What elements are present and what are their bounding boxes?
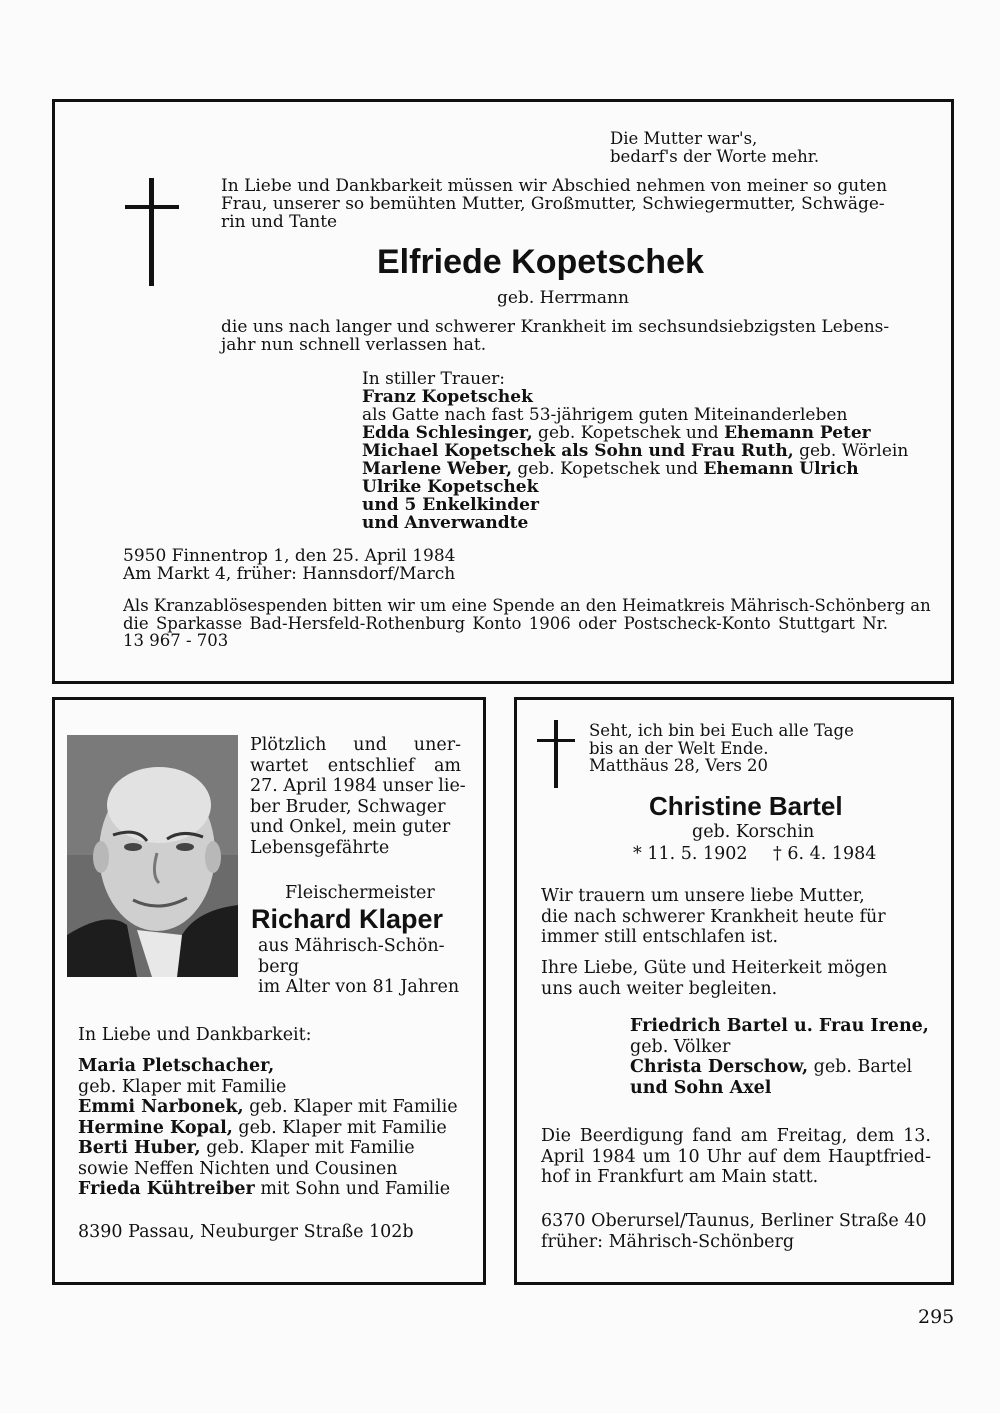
paragraph-1: Wir trauern um unsere liebe Mutter, die nach schwerer Krankheit heute für immer still entschlafen ist. [541, 886, 886, 947]
mourners [78, 1056, 458, 1200]
mourner-line: Emmi Narbonek, geb. Klaper mit Familie [78, 1097, 458, 1117]
notice-kopetschek [52, 99, 954, 684]
intro-text: Plötzlich und uner- wartet entschlief am 27. April 1984 unser lie- ber Bruder, Schwager und Onkel, mein guter Lebensgefährte [250, 735, 466, 858]
mourner-line: Michael Kopetschek als Sohn und Frau Ruth, geb. Wörlein [362, 441, 909, 461]
mourner-line: Frieda Kühtreiber mit Sohn und Familie [78, 1179, 451, 1199]
page-number: 295 [918, 1306, 955, 1328]
mourner-line: geb. Klaper mit Familie [78, 1076, 287, 1097]
cross-icon [537, 720, 575, 788]
mourner-line: Marlene Weber, geb. Kopetschek und Ehemann Ulrich [362, 459, 859, 479]
mourner-line: Berti Huber, geb. Klaper mit Familie [78, 1138, 415, 1158]
cross-icon [125, 178, 179, 286]
portrait-photo [67, 735, 238, 977]
mourner-line: Friedrich Bartel u. Frau Irene, [630, 1016, 929, 1036]
deceased-name: Richard Klaper [251, 904, 444, 934]
place-date: 5950 Finnentrop 1, den 25. April 1984 Am Markt 4, früher: Hannsdorf/March [123, 546, 456, 584]
mourner-line: und Sohn Axel [630, 1077, 772, 1098]
mourners [630, 1016, 929, 1098]
donation-note: Als Kranzablösespenden bitten wir um eine Spende an den Heimatkreis Mährisch-Schönberg an die Sparkasse Bad-Hersfeld-Rothenburg Konto 1906 oder Postscheck-Konto Stuttgart Nr. 13 967 - 703 [123, 596, 931, 650]
mourner-line: Hermine Kopal, geb. Klaper mit Familie [78, 1117, 447, 1138]
deceased-name: Elfriede Kopetschek [377, 243, 704, 281]
motto: Die Mutter war's, bedarf's der Worte mehr. [610, 129, 820, 166]
mourner-line: und 5 Enkelkinder [362, 495, 539, 515]
bible-verse: Seht, ich bin bei Euch alle Tage bis an der Welt Ende. Matthäus 28, Vers 20 [589, 721, 854, 775]
maiden-name: geb. Herrmann [497, 288, 629, 308]
notice-bartel [514, 697, 954, 1285]
address: 8390 Passau, Neuburger Straße 102b [78, 1222, 414, 1242]
funeral-note: Die Beerdigung fand am Freitag, dem 13. April 1984 um 10 Uhr auf dem Hauptfried- hof in Frankfurt am Main statt. [541, 1126, 931, 1187]
mourning-block: In stiller Trauer: Franz Kopetschek als Gatte nach fast 53-jährigem guten Miteinanderleben Edda Schlesinger, geb. Kopetschek und Ehemann Peter Michael Kopetschek als Sohn und Frau Ruth, geb. Wörlein Marlene Weber, geb. Kopetschek und Ehemann Ulrich Ulrike Kopetschek und 5 Enkelkinder und Anverwandte [362, 369, 909, 533]
thanks-title: In Liebe und Dankbarkeit: [78, 1025, 312, 1045]
origin: aus Mährisch-Schön- berg im Alter von 81 Jahren [258, 936, 460, 997]
paragraph-2: Ihre Liebe, Güte und Heiterkeit mögen uns auch weiter begleiten. [541, 958, 888, 999]
mourner-line: geb. Völker [630, 1036, 731, 1057]
deceased-name: Christine Bartel [649, 791, 843, 821]
mourner-line: Christa Derschow, geb. Bartel [630, 1057, 913, 1077]
mourner-line: Ulrike Kopetschek [362, 477, 539, 497]
mourner-line: und Anverwandte [362, 513, 529, 533]
intro-text: In Liebe und Dankbarkeit müssen wir Abschied nehmen von meiner so guten Frau, unserer so bemühten Mutter, Großmutter, Schwiegermutter, Schwäge- rin und Tante [221, 176, 888, 232]
passing-text: die uns nach langer und schwerer Krankheit im sechsundsiebzigsten Lebens- jahr nun schnell verlassen hat. [221, 317, 890, 355]
death-date: † 6. 4. 1984 [773, 844, 877, 864]
address: 6370 Oberursel/Taunus, Berliner Straße 40 früher: Mährisch-Schönberg [541, 1211, 927, 1252]
profession: Fleischermeister [285, 883, 435, 903]
mourner-line: Franz Kopetschek [362, 387, 533, 407]
mourner-line: als Gatte nach fast 53-jährigem guten Miteinanderleben [362, 405, 848, 425]
mourner-line: sowie Neffen Nichten und Cousinen [78, 1158, 398, 1179]
notice-klaper [52, 697, 486, 1285]
maiden-name: geb. Korschin [692, 822, 815, 842]
birth-date: * 11. 5. 1902 [633, 844, 748, 864]
mourner-line: Maria Pletschacher, [78, 1056, 275, 1076]
mourner-line: Edda Schlesinger, geb. Kopetschek und Ehemann Peter [362, 423, 871, 443]
